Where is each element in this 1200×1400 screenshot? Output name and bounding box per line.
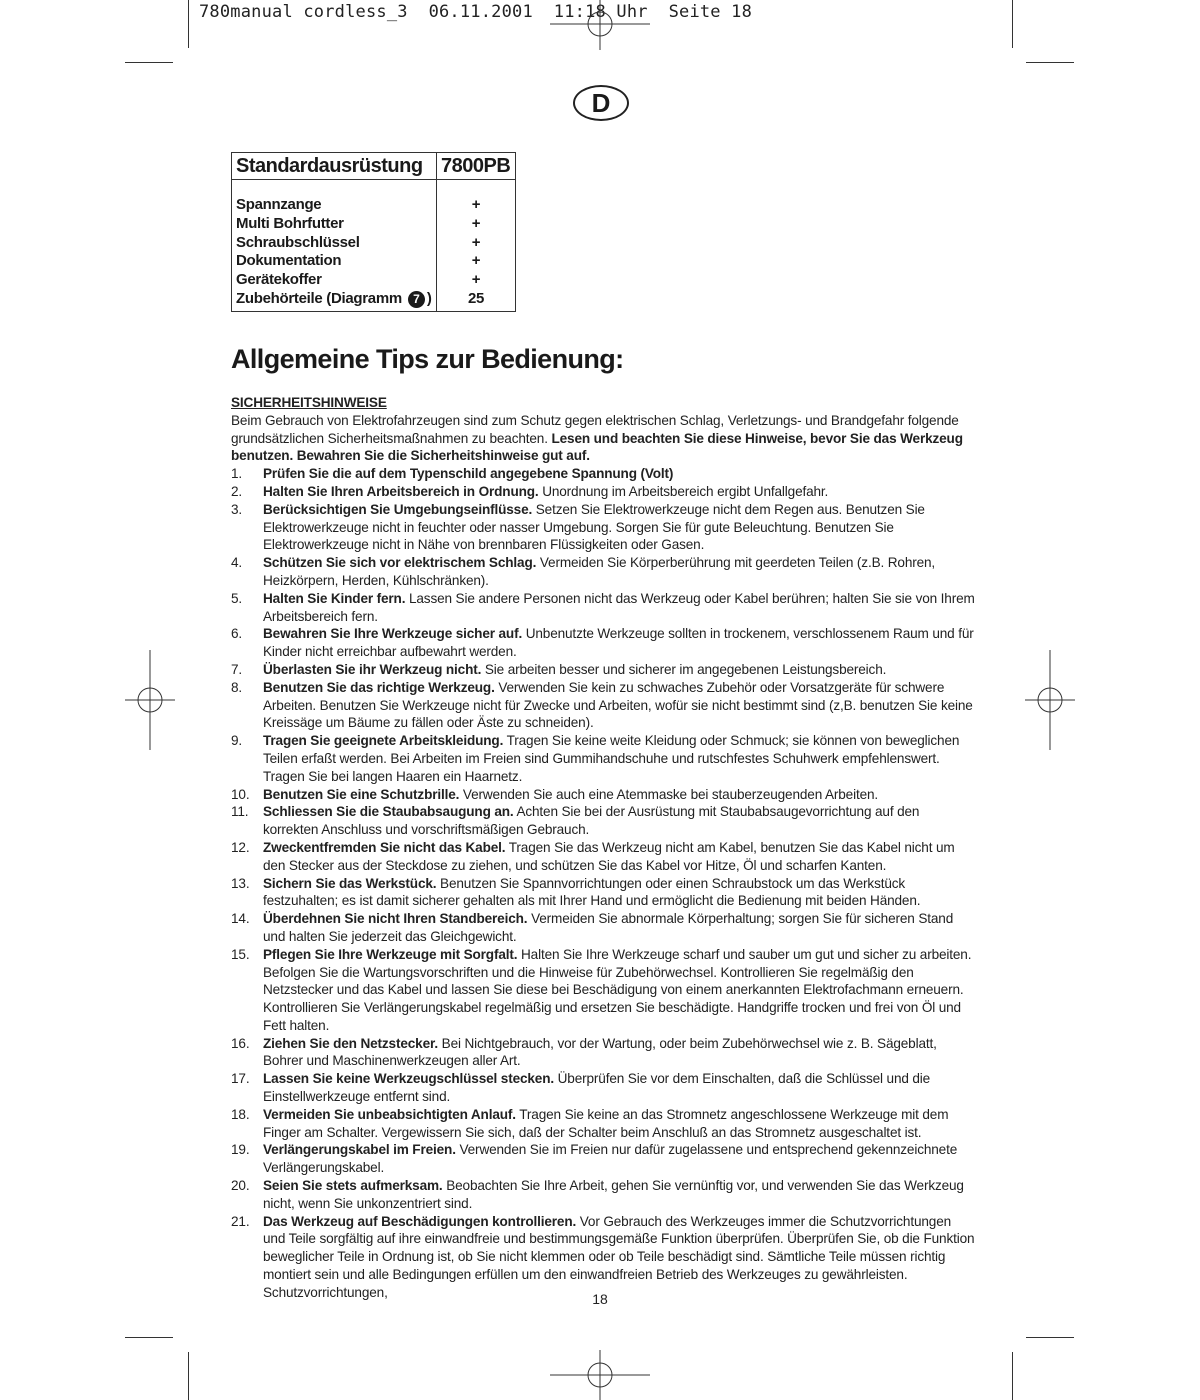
- list-item-title: Schliessen Sie die Staubabsaugung an.: [263, 804, 514, 820]
- list-item: [231, 1177, 976, 1213]
- list-item: [231, 1035, 976, 1071]
- list-item-number: 19.: [231, 1142, 250, 1158]
- list-item-number: 14.: [231, 911, 250, 927]
- registration-mark-right: [1025, 650, 1075, 750]
- table-body-row: [232, 180, 516, 312]
- list-item-text: Verwenden Sie auch eine Atemmaske bei stauberzeugenden Arbeiten.: [462, 786, 879, 802]
- equipment-name: Gerätekoffer: [236, 271, 322, 289]
- page-number: 18: [592, 1291, 608, 1307]
- list-item-number: 18.: [231, 1106, 250, 1122]
- crop-mark: [1012, 1352, 1013, 1400]
- list-item: [231, 732, 976, 785]
- section-heading: Allgemeine Tips zur Bedienung:: [231, 344, 624, 374]
- list-item-text: Tragen Sie das Werkzeug nicht am Kabel, benutzen Sie das Kabel nicht um den Stecker aus der Steckdose zu ziehen, und schützen Sie das Kabel vor Hitze, Öl und scharfen Kanten.: [263, 839, 955, 873]
- equipment-value: +: [471, 214, 481, 232]
- list-item-number: 10.: [231, 786, 250, 802]
- list-item-title: Sichern Sie das Werkstück.: [263, 875, 437, 891]
- list-item: [231, 786, 976, 804]
- list-item-number: 6.: [231, 626, 243, 642]
- list-item-text: Lassen Sie andere Personen nicht das Werkzeug oder Kabel berühren; halten Sie sie von Ihrem Arbeitsbereich fern.: [263, 590, 975, 624]
- equipment-name-accessories: [236, 290, 432, 309]
- list-item: [231, 1141, 976, 1177]
- list-item: [231, 839, 976, 875]
- diagram-number-badge: 7: [408, 291, 425, 308]
- equipment-values-cell: [437, 180, 516, 312]
- equipment-table: [231, 152, 516, 312]
- crop-mark: [188, 1352, 189, 1400]
- list-item-text: Tragen Sie keine weite Kleidung oder Schmuck; sie können von beweglichen Teilen erfaßt werden. Bei Arbeiten im Freien sind Gummihandschuhe und rutschfestes Schuhwerk empfehlenswert. Tragen Sie bei langen Haaren ein Haarnetz.: [263, 733, 960, 784]
- closing-paren: ): [426, 289, 432, 307]
- crop-mark: [125, 62, 173, 63]
- crop-mark: [1026, 62, 1074, 63]
- list-item-text: Verwenden Sie kein zu schwaches Zubehör oder Vorsatzgeräte für schwere Arbeiten. Benutzen Sie Werkzeuge nicht für Zwecke und Arbeiten, wofür sie nicht bestimmt sind (z,B. benutzen Sie keine Kreissäge um Bäume zu fällen oder Äste zu schneiden).: [263, 679, 973, 731]
- list-item: [231, 661, 976, 679]
- list-item-number: 12.: [231, 839, 250, 855]
- list-item-text: Benutzen Sie Spannvorrichtungen oder einen Schraubstock um das Werkstück festzuhalten; es ist damit sicherer gehalten als mit Ihrer Hand und ermöglicht die Bedienung mit beiden Händen.: [263, 875, 921, 909]
- list-item-text: Unbenutzte Werkzeuge sollten in trockenem, verschlossenem Raum und für Kinder nicht erreichbar aufbewahrt werden.: [263, 626, 974, 660]
- list-item-number: 7.: [231, 661, 243, 677]
- list-item: [231, 1106, 976, 1142]
- equipment-value: +: [471, 271, 481, 289]
- equipment-names-cell: [232, 180, 437, 312]
- list-item: [231, 554, 976, 590]
- list-item-title: Überdehnen Sie nicht Ihren Standbereich.: [263, 911, 528, 927]
- list-item-title: Halten Sie Kinder fern.: [263, 590, 406, 606]
- list-item-text: Halten Sie Ihre Werkzeuge scharf und sauber um gut und sicher zu arbeiten. Befolgen Sie die Wartungsvorschriften und die Hinweise für Zubehörwechsel. Kontrollieren Sie regelmäßig den Netzstecker und das Kabel und lassen Sie diese bei Beschädigung von einem anerkannten Elektrofachmann erneuern. Kontrollieren Sie Verlängerungskabel regelmäßig und ersetzen Sie beschädigte. Handgriffe trocken und frei von Öl und Fett halten.: [263, 946, 972, 1033]
- crop-mark: [1026, 1337, 1074, 1338]
- list-item: [231, 875, 976, 911]
- list-item-number: 4.: [231, 555, 243, 571]
- list-item-title: Überlasten Sie ihr Werkzeug nicht.: [263, 661, 482, 677]
- list-item-text: Vor Gebrauch des Werkzeuges immer die Schutzvorrichtungen und Teile sorgfältig auf ihre einwandfreie und bestimmungsgemäße Funktion überprüfen. Überprüfen Sie, ob die Funktion beweglicher Teile in Ordnung ist, ob Sie nicht klemmen oder ob Teile beschädigt sind. Sämtliche Teile müssen richtig montiert sein und alle Bedingungen erfüllen um den einwandfreien Betrieb des Werkzeuges zu gewährleisten. Schutzvorrichtungen,: [263, 1213, 975, 1300]
- list-item-title: Tragen Sie geeignete Arbeitskleidung.: [263, 733, 504, 749]
- list-item-number: 1.: [231, 466, 243, 482]
- list-item-title: Das Werkzeug auf Beschädigungen kontrollieren.: [263, 1213, 577, 1229]
- list-item-title: Bewahren Sie Ihre Werkzeuge sicher auf.: [263, 626, 523, 642]
- list-item-number: 2.: [231, 483, 243, 499]
- list-item: [231, 501, 976, 554]
- list-item-number: 21.: [231, 1213, 250, 1229]
- list-item-number: 16.: [231, 1035, 250, 1051]
- equipment-name: Spannzange: [236, 196, 322, 213]
- equipment-name: Zubehörteile (Diagramm: [236, 289, 402, 307]
- list-item: [231, 946, 976, 1035]
- equipment-value: 25: [467, 289, 485, 307]
- list-item-title: Zweckentfremden Sie nicht das Kabel.: [263, 839, 506, 855]
- list-item-title: Ziehen Sie den Netzstecker.: [263, 1035, 439, 1051]
- equipment-name: Schraubschlüssel: [236, 233, 360, 251]
- safety-subheading: SICHERHEITSHINWEISE: [231, 395, 387, 410]
- equipment-name: Multi Bohrfutter: [236, 214, 344, 232]
- list-item-text: Vermeiden Sie Körperberührung mit geerdeten Teilen (z.B. Rohren, Heizkörpern, Herden, Kühlschränken).: [263, 555, 936, 588]
- list-item-text: Verwenden Sie im Freien nur dafür zugelassene und entsprechend gekennzeichnete Verlängerungskabel.: [263, 1142, 958, 1176]
- list-item-number: 20.: [231, 1178, 250, 1194]
- list-item: [231, 1070, 976, 1106]
- intro-bold-text: Lesen und beachten Sie diese Hinweise, bevor Sie das Werkzeug benutzen. Bewahren Sie die Sicherheitshinweise gut auf.: [231, 430, 963, 464]
- list-item: [231, 803, 976, 839]
- table-header-row: [232, 153, 516, 180]
- intro-text: Beim Gebrauch von Elektrofahrzeugen sind zum Schutz gegen elektrischen Schlag, Verletzungs- und Brandgefahr folgende grundsätzlichen Sicherheitsmaßnahmen zu beachten.: [231, 412, 959, 446]
- list-item-number: 9.: [231, 733, 243, 749]
- safety-intro: [231, 412, 976, 465]
- equipment-value: +: [471, 196, 481, 213]
- list-item-text: Setzen Sie Elektrowerkzeuge nicht dem Regen aus. Benutzen Sie Elektrowerkzeuge nicht in feuchter oder nasser Umgebung. Sorgen Sie für gute Beleuchtung. Benutzen Sie Elektrowerkzeuge nicht in Nähe von brennbaren Flüssigkeiten oder Gasen.: [263, 501, 925, 553]
- list-item-title: Halten Sie Ihren Arbeitsbereich in Ordnung.: [263, 483, 539, 499]
- list-item-title: Schützen Sie sich vor elektrischem Schlag.: [263, 555, 537, 571]
- list-item-text: Beobachten Sie Ihre Arbeit, gehen Sie vernünftig vor, und verwenden Sie das Werkzeug nicht, wenn Sie unkonzentriert sind.: [263, 1178, 964, 1211]
- equipment-name: Dokumentation: [236, 252, 342, 270]
- list-item-text: Achten Sie bei der Ausrüstung mit Staubabsaugevorrichtung auf den korrekten Anschluss und vorschriftsmäßigen Gebrauch.: [263, 804, 920, 838]
- column-header-model: 7800PB: [437, 153, 516, 180]
- registration-mark-top: [550, 0, 650, 50]
- list-item-number: 13.: [231, 875, 250, 891]
- list-item-text: Überprüfen Sie vor dem Einschalten, daß die Schlüssel und die Einstellwerkzeuge entfernt sind.: [263, 1071, 931, 1105]
- list-item-title: Lassen Sie keine Werkzeugschlüssel stecken.: [263, 1071, 554, 1087]
- list-item-title: Prüfen Sie die auf dem Typenschild angegebene Spannung (Volt): [263, 466, 674, 482]
- list-item-title: Verlängerungskabel im Freien.: [263, 1142, 456, 1158]
- safety-content: [231, 394, 976, 1302]
- crop-mark: [188, 0, 189, 48]
- column-header-equipment: Standardausrüstung: [232, 153, 437, 180]
- list-item-title: Seien Sie stets aufmerksam.: [263, 1178, 443, 1194]
- print-slug: 780manual cordless_3 06.11.2001 11:18 Uhr Seite 18: [199, 2, 753, 22]
- list-item-text: Sie arbeiten besser und sicherer im angegebenen Leistungsbereich.: [484, 661, 887, 677]
- list-item-text: Tragen Sie keine an das Stromnetz angeschlossene Werkzeuge mit dem Finger am Schalter. Vergewissern Sie sich, daß der Schalter beim Anschluß an das Stromnetz ausgeschaltet ist.: [263, 1106, 949, 1140]
- list-item-number: 3.: [231, 501, 243, 517]
- list-item-text: Vermeiden Sie abnormale Körperhaltung; sorgen Sie für sicheren Stand und halten Sie jederzeit das Gleichgewicht.: [263, 911, 954, 944]
- equipment-value: +: [471, 252, 481, 270]
- language-badge: D: [573, 85, 629, 121]
- list-item: [231, 1213, 976, 1302]
- list-item-text: Bei Nichtgebrauch, vor der Wartung, oder beim Zubehörwechsel wie z. B. Sägeblatt, Bohrer und Maschinenwerkzeugen aller Art.: [263, 1035, 937, 1069]
- list-item-number: 17.: [231, 1071, 250, 1087]
- list-item-number: 11.: [231, 804, 249, 820]
- list-item-number: 5.: [231, 590, 243, 606]
- crop-mark: [1012, 0, 1013, 48]
- list-item-title: Benutzen Sie eine Schutzbrille.: [263, 786, 460, 802]
- equipment-value: +: [471, 233, 481, 251]
- list-item-number: 8.: [231, 679, 243, 695]
- list-item: [231, 465, 976, 483]
- list-item-text: Unordnung im Arbeitsbereich ergibt Unfallgefahr.: [542, 483, 829, 499]
- list-item: [231, 679, 976, 732]
- list-item-title: Pflegen Sie Ihre Werkzeuge mit Sorgfalt.: [263, 946, 518, 962]
- registration-mark-left: [125, 650, 175, 750]
- list-item: [231, 483, 976, 501]
- list-item-title: Vermeiden Sie unbeabsichtigten Anlauf.: [263, 1106, 516, 1122]
- list-item: [231, 910, 976, 946]
- list-item-title: Benutzen Sie das richtige Werkzeug.: [263, 679, 495, 695]
- list-item: [231, 625, 976, 661]
- safety-rules-list: [231, 465, 976, 1301]
- registration-mark-bottom: [550, 1350, 650, 1400]
- list-item-title: Berücksichtigen Sie Umgebungseinflüsse.: [263, 501, 533, 517]
- crop-mark: [125, 1337, 173, 1338]
- list-item: [231, 590, 976, 626]
- list-item-number: 15.: [231, 946, 250, 962]
